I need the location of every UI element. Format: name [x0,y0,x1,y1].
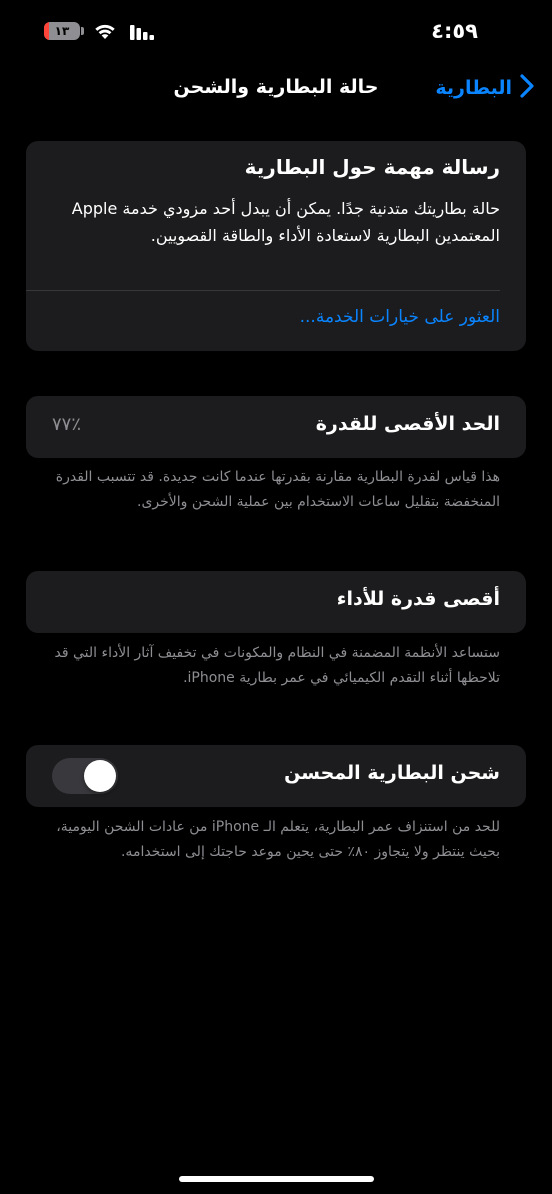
battery-icon [44,22,80,40]
message-divider [26,290,500,291]
optimized-charging-row [26,745,526,807]
optimized-charging-toggle[interactable] [52,758,118,794]
navigation-bar [0,60,552,120]
service-message-title: رسالة مهمة حول البطارية [244,155,500,179]
battery-percentage: ١٣ [54,24,70,38]
peak-performance-footnote: ستساعد الأنظمة المضمنة في النظام والمكونات في تخفيف آثار الأداء التي قد تلاحظها أثناء التقدم الكيميائي في عمر بطارية iPhone. [54,645,500,686]
find-service-options-link[interactable]: العثور على خيارات الخدمة... [299,307,500,327]
maximum-capacity-footnote: هذا قياس لقدرة البطارية مقارنة بقدرتها عندما كانت جديدة. قد تتسبب القدرة المنخفضة بتقليل ساعات الاستخدام بين عملية الشحن والأخرى. [55,469,500,510]
maximum-capacity-label: الحد الأقصى للقدرة [315,413,500,435]
cellular-signal-icon [130,23,156,45]
status-time: ٤:٥٩ [431,19,478,43]
battery-service-message [26,141,526,351]
maximum-capacity-row [26,396,526,458]
peak-performance-row [26,571,526,633]
home-indicator[interactable] [179,1176,374,1182]
status-bar [0,0,552,60]
peak-performance-label: أقصى قدرة للأداء [336,588,500,610]
toggle-knob [84,760,116,792]
wifi-icon [93,22,117,44]
optimized-charging-footnote: للحد من استنزاف عمر البطارية، يتعلم الـ iPhone من عادات الشحن اليومية، بحيث ينتظر ولا يتجاوز ٨٠٪ حتى يحين موعد حاجتك إلى استخدامه. [56,819,500,860]
battery-tip [81,27,84,35]
maximum-capacity-value: ٪٧٧ [52,414,82,435]
optimized-charging-label: شحن البطارية المحسن [284,762,500,784]
service-message-body: حالة بطاريتك متدنية جدًا. يمكن أن يبدل أحد مزودي خدمة Apple المعتمدين البطارية لاستعادة الأداء والطاقة القصويين. [71,199,500,245]
page-title: حالة البطارية والشحن [173,76,379,98]
back-button-label: البطارية [435,77,512,99]
